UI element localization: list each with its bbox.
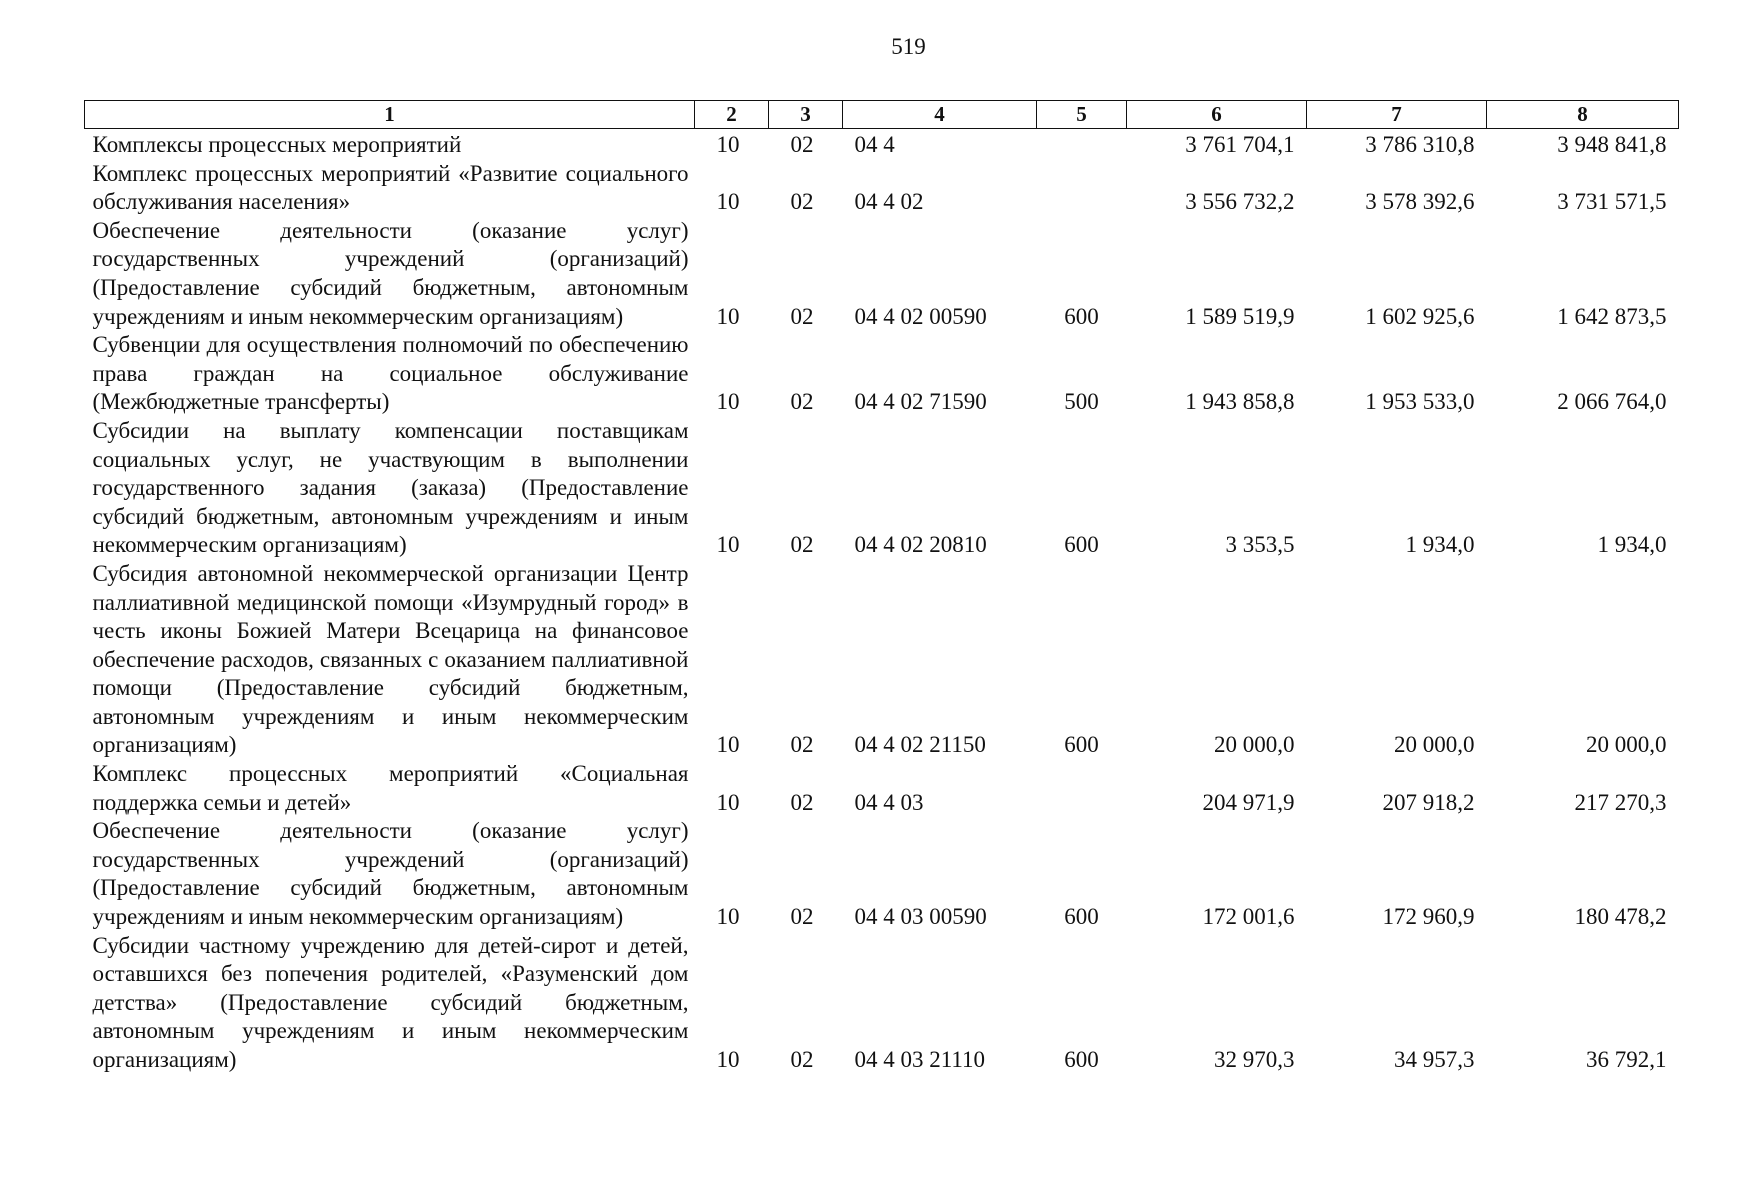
row-target-article: 04 4 02 71590: [854, 389, 987, 415]
row-section: 10: [716, 132, 740, 157]
row-expense-type: 600: [1064, 532, 1099, 558]
row-expense-type: 600: [1064, 303, 1099, 329]
row-subsection: 02: [790, 532, 814, 558]
budget-table: [84, 100, 1679, 1075]
row-subsection: 02: [790, 1047, 814, 1072]
row-value-6: 32 970,3: [1214, 1047, 1295, 1072]
row-value-8: 3 948 841,8: [1557, 132, 1667, 157]
row-value-6: 1 589 519,9: [1185, 303, 1295, 329]
row-name: Комплекс процессных мероприятий «Социальная поддержка семьи и детей»: [92, 761, 689, 815]
row-value-8: 2 066 764,0: [1557, 389, 1667, 415]
row-section: 10: [716, 732, 740, 758]
table-row: [85, 160, 1679, 217]
row-value-8: 20 000,0: [1586, 732, 1667, 758]
row-value-6: 1 943 858,8: [1185, 389, 1295, 415]
table-row: [85, 932, 1679, 1075]
row-target-article: 04 4: [854, 132, 895, 157]
row-value-8: 3 731 571,5: [1557, 189, 1667, 215]
row-subsection: 02: [790, 189, 814, 215]
table-row: [85, 560, 1679, 760]
row-value-6: 3 353,5: [1225, 532, 1295, 558]
table-body: [85, 129, 1679, 1075]
row-target-article: 04 4 03: [854, 789, 924, 815]
row-value-7: 172 960,9: [1382, 904, 1475, 930]
row-value-6: 172 001,6: [1202, 904, 1295, 930]
row-section: 10: [716, 189, 740, 215]
table-row: [85, 129, 1679, 160]
row-value-7: 3 578 392,6: [1365, 189, 1475, 215]
row-expense-type: [1037, 160, 1127, 217]
row-value-7: 1 602 925,6: [1365, 303, 1475, 329]
header-col-5: 5: [1037, 101, 1127, 129]
row-value-7: 20 000,0: [1394, 732, 1475, 758]
table-header: [85, 101, 1679, 129]
row-value-7: 1 953 533,0: [1365, 389, 1475, 415]
row-value-6: 3 556 732,2: [1185, 189, 1295, 215]
row-section: 10: [716, 1047, 740, 1072]
row-value-8: 36 792,1: [1586, 1047, 1667, 1072]
row-value-7: 1 934,0: [1405, 532, 1475, 558]
row-section: 10: [716, 389, 740, 415]
row-value-8: 180 478,2: [1574, 904, 1667, 930]
row-name: Комплекс процессных мероприятий «Развитие социального обслуживания населения»: [92, 160, 689, 215]
row-value-6: 20 000,0: [1214, 732, 1295, 758]
row-expense-type: 600: [1064, 1047, 1099, 1072]
row-section: 10: [716, 303, 740, 329]
row-expense-type: [1037, 760, 1127, 817]
row-subsection: 02: [790, 132, 814, 157]
row-value-6: 3 761 704,1: [1185, 132, 1295, 157]
table-row: [85, 817, 1679, 931]
row-expense-type: [1037, 129, 1127, 160]
row-section: 10: [716, 904, 740, 930]
row-expense-type: 600: [1064, 732, 1099, 758]
row-name: Комплексы процессных мероприятий: [92, 132, 462, 157]
header-col-8: 8: [1487, 101, 1679, 129]
header-col-2: 2: [695, 101, 769, 129]
header-col-1: 1: [85, 101, 695, 129]
row-subsection: 02: [790, 789, 814, 815]
row-value-7: 207 918,2: [1382, 789, 1475, 815]
row-name: Обеспечение деятельности (оказание услуг) государственных учреждений (организаций) (Предоставление субсидий бюджетным, автономным учреждениям и иным некоммерческим организациям): [92, 217, 689, 329]
row-subsection: 02: [790, 303, 814, 329]
row-value-8: 1 934,0: [1597, 532, 1667, 558]
row-expense-type: 600: [1064, 904, 1099, 930]
row-target-article: 04 4 03 21110: [854, 1047, 986, 1072]
row-subsection: 02: [790, 732, 814, 758]
table-row: [85, 217, 1679, 331]
row-value-8: 1 642 873,5: [1557, 303, 1667, 329]
row-subsection: 02: [790, 389, 814, 415]
row-name: Субсидии частному учреждению для детей-сирот и детей, оставшихся без попечения родителей, «Разуменский дом детства» (Предоставление субсидий бюджетным, автономным учреждениям и иным некоммерческим организациям): [92, 932, 689, 1072]
row-expense-type: 500: [1064, 389, 1099, 415]
row-section: 10: [716, 532, 740, 558]
row-value-7: 3 786 310,8: [1365, 132, 1475, 157]
row-name: Субвенции для осуществления полномочий по обеспечению права граждан на социальное обслуживание (Межбюджетные трансферты): [92, 332, 689, 415]
header-col-7: 7: [1307, 101, 1487, 129]
table-row: [85, 760, 1679, 817]
row-name: Субсидия автономной некоммерческой организации Центр паллиативной медицинской помощи «Изумрудный город» в честь иконы Божией Матери Всецарица на финансовое обеспечение расходов, связанных с оказанием паллиативной помощи (Предоставление субсидий бюджетным, автономным учреждениям и иным некоммерческим организациям): [92, 560, 689, 758]
page-number: 519: [891, 34, 926, 59]
header-col-3: 3: [769, 101, 843, 129]
row-target-article: 04 4 03 00590: [854, 904, 987, 930]
row-value-6: 204 971,9: [1202, 789, 1295, 815]
header-col-4: 4: [843, 101, 1037, 129]
header-col-6: 6: [1127, 101, 1307, 129]
row-section: 10: [716, 789, 740, 815]
row-name: Субсидии на выплату компенсации поставщикам социальных услуг, не участвующим в выполнении государственного задания (заказа) (Предоставление субсидий бюджетным, автономным учреждениям и иным некоммерческим организациям): [92, 417, 689, 558]
row-subsection: 02: [790, 904, 814, 930]
table-row: [85, 417, 1679, 560]
table-row: [85, 331, 1679, 417]
row-target-article: 04 4 02 00590: [854, 303, 987, 329]
row-target-article: 04 4 02: [854, 189, 924, 215]
row-name: Обеспечение деятельности (оказание услуг) государственных учреждений (организаций) (Предоставление субсидий бюджетным, автономным учреждениям и иным некоммерческим организациям): [92, 818, 689, 930]
row-target-article: 04 4 02 20810: [854, 532, 987, 558]
row-value-7: 34 957,3: [1394, 1047, 1475, 1072]
row-target-article: 04 4 02 21150: [854, 732, 986, 758]
row-value-8: 217 270,3: [1574, 789, 1667, 815]
header-row: [85, 101, 1679, 129]
